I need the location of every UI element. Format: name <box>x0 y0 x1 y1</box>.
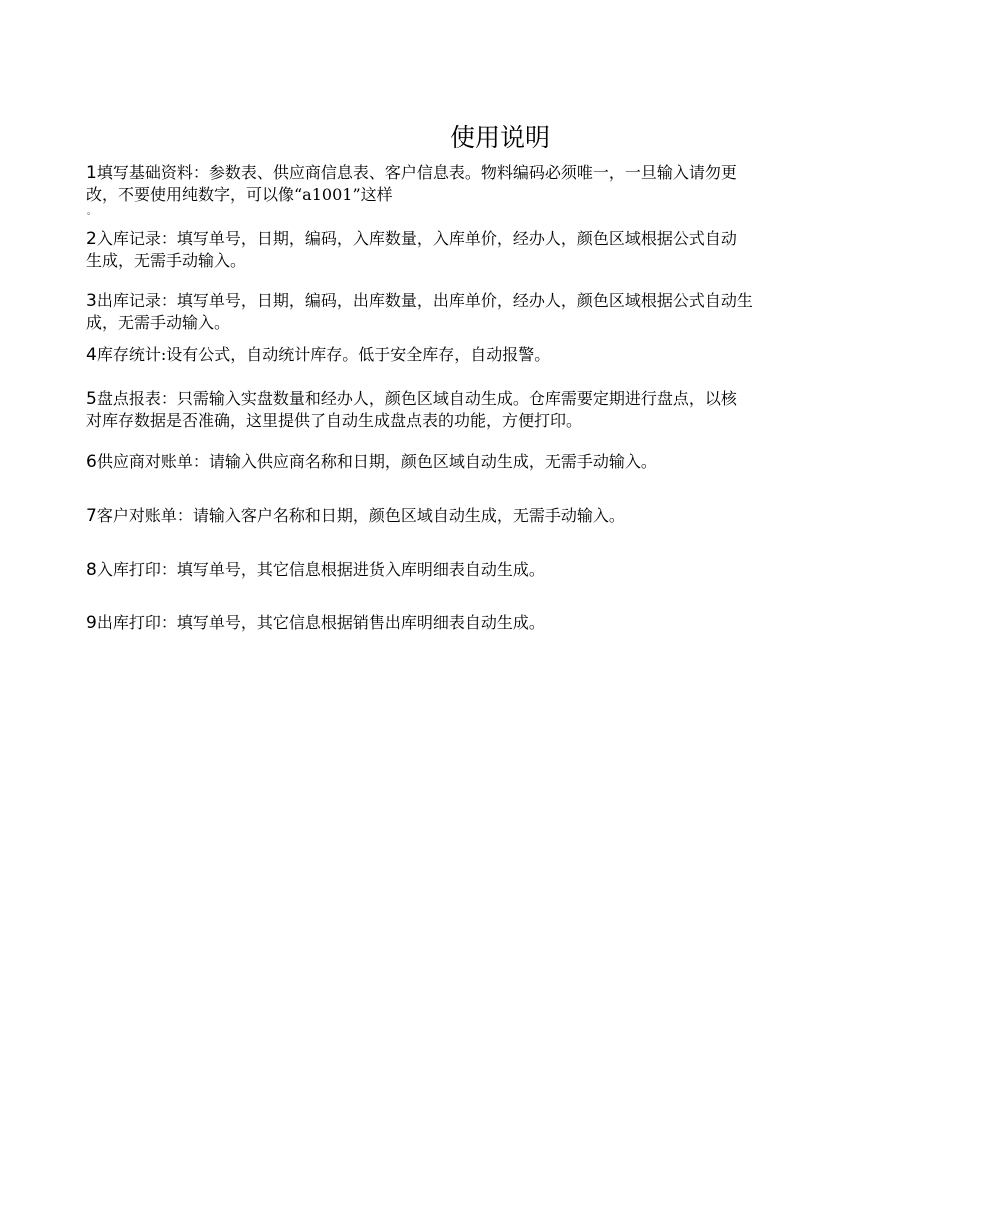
item-number: 1 <box>86 163 97 183</box>
instruction-line <box>86 312 726 334</box>
item-text: 填写基础资料：参数表、供应商信息表、客户信息表。物料编码必须唯一，一旦输入请勿更 <box>96 163 737 182</box>
item-text-line-2: 对库存数据是否准确，这里提供了自动生成盘点表的功能，方便打印。 <box>86 411 583 430</box>
instruction-line <box>86 290 753 312</box>
item-number: 5 <box>86 389 97 409</box>
item-text-line-2: 生成，无需手动输入。 <box>86 251 247 270</box>
item-text: 入库打印：填写单号，其它信息根据进货入库明细表自动生成。 <box>96 560 545 579</box>
item-number: 9 <box>86 613 97 633</box>
instruction-item-9 <box>86 612 726 634</box>
item-text: 供应商对账单：请输入供应商名称和日期，颜色区域自动生成，无需手动输入。 <box>96 452 657 471</box>
item-text: 出库打印：填写单号，其它信息根据销售出库明细表自动生成。 <box>96 613 545 632</box>
item-number: 3 <box>86 291 97 311</box>
item-text: 盘点报表：只需输入实盘数量和经办人，颜色区域自动生成。仓库需要定期进行盘点，以核 <box>96 389 737 408</box>
instruction-line <box>86 612 726 634</box>
instruction-line <box>86 344 726 366</box>
instruction-item-7 <box>86 505 726 527</box>
instruction-item-5 <box>86 388 737 432</box>
instruction-line <box>86 410 726 432</box>
instruction-line <box>86 505 726 527</box>
instruction-item-6 <box>86 451 726 473</box>
page-title: 使用说明 <box>449 123 550 152</box>
item-text-line-2: 改，不要使用纯数字，可以像“a1001”这样 <box>86 185 393 204</box>
instruction-line <box>86 451 726 473</box>
instruction-line <box>86 388 737 410</box>
instruction-item-4 <box>86 344 726 366</box>
item-number: 8 <box>86 560 97 580</box>
instruction-item-8 <box>86 559 726 581</box>
instructions-area <box>86 160 753 660</box>
item-text: 库存统计:设有公式，自动统计库存。低于安全库存，自动报警。 <box>96 345 551 364</box>
item-tail-mark: 。 <box>87 207 97 217</box>
instruction-line <box>86 184 726 206</box>
item-text: 客户对账单：请输入客户名称和日期，颜色区域自动生成，无需手动输入。 <box>96 506 625 525</box>
instruction-item-1 <box>86 162 737 218</box>
item-text: 出库记录：填写单号，日期，编码，出库数量，出库单价，经办人，颜色区域根据公式自动生 <box>96 291 753 310</box>
instruction-line <box>86 228 737 250</box>
instruction-line <box>86 162 737 184</box>
instruction-item-2 <box>86 228 737 272</box>
item-number: 2 <box>86 229 97 249</box>
instruction-line <box>86 250 726 272</box>
item-number: 7 <box>86 506 97 526</box>
instruction-item-3 <box>86 290 753 334</box>
instruction-line <box>86 559 726 581</box>
item-text: 入库记录：填写单号，日期，编码，入库数量，入库单价，经办人，颜色区域根据公式自动 <box>96 229 737 248</box>
item-number: 4 <box>86 345 97 365</box>
item-text-line-2: 成，无需手动输入。 <box>86 313 231 332</box>
item-number: 6 <box>86 452 97 472</box>
